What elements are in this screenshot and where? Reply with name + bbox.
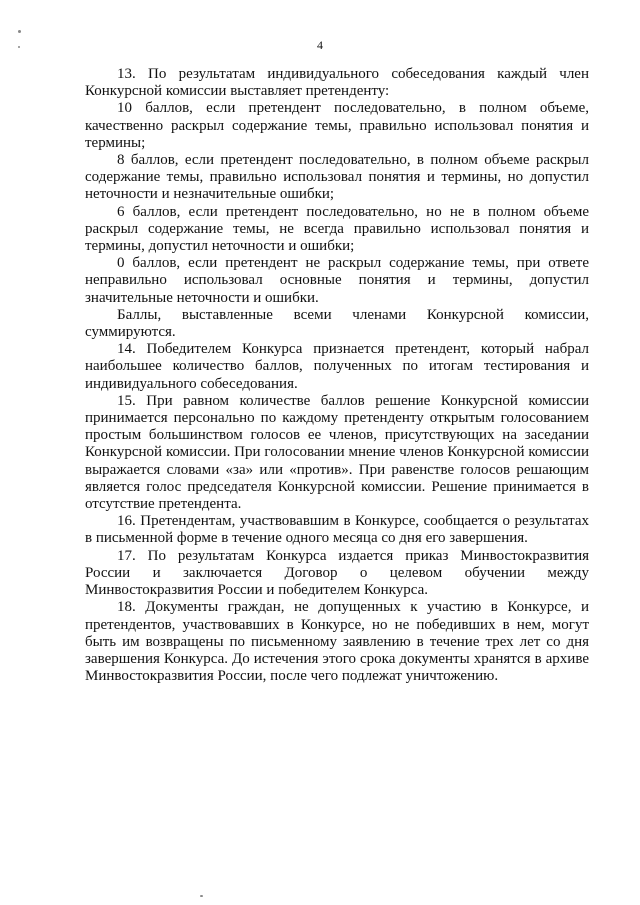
paragraph-15: 15. При равном количестве баллов решение Конкурсной комиссии принимается персонально по каждому претенденту открытым голосованием простым большинством голосов ее членов, присутствующих на заседании Конкурсной комиссии. При голосовании мнение членов Конкурсной комиссии выражается словами «за» или «против». При равенстве голосов решающим является голос председателя Конкурсной комиссии. Решение принимается в отсутствие претендента.: [85, 392, 589, 513]
paragraph-score-8: 8 баллов, если претендент последовательно, в полном объеме раскрыл содержание темы, правильно использовал понятия и термины, но допустил неточности и незначительные ошибки;: [85, 152, 589, 203]
paragraph-score-0: 0 баллов, если претендент не раскрыл содержание темы, при ответе неправильно использовал основные понятия и термины, допустил значительные неточности и ошибки.: [85, 255, 589, 306]
paragraph-13: 13. По результатам индивидуального собеседования каждый член Конкурсной комиссии выставляет претенденту:: [85, 66, 589, 100]
paragraph-14: 14. Победителем Конкурса признается претендент, который набрал наибольшее количество баллов, полученных по итогам тестирования и индивидуального собеседования.: [85, 341, 589, 392]
paragraph-scores-sum: Баллы, выставленные всеми членами Конкурсной комиссии, суммируются.: [85, 306, 589, 341]
paragraph-score-10: 10 баллов, если претендент последовательно, в полном объеме, качественно раскрыл содержание темы, правильно использовал понятия и термины;: [85, 100, 589, 151]
scan-speck: [200, 895, 203, 897]
document-body: [85, 66, 589, 685]
paragraph-16: 16. Претендентам, участвовавшим в Конкурсе, сообщается о результатах в письменной форме в течение одного месяца со дня его завершения.: [85, 513, 589, 547]
page-number: 4: [317, 38, 323, 52]
paragraph-17: 17. По результатам Конкурса издается приказ Минвостокразвития России и заключается Договор о целевом обучении между Минвостокразвития России и победителем Конкурса.: [85, 547, 589, 599]
paragraph-score-6: 6 баллов, если претендент последовательно, но не в полном объеме раскрыл содержание темы, не всегда правильно использовал понятия и термины, допустил неточности и ошибки;: [85, 203, 589, 255]
scan-speck: [18, 30, 21, 33]
paragraph-18: 18. Документы граждан, не допущенных к участию в Конкурсе, и претендентов, участвовавших в Конкурсе, но не победивших в нем, могут быть им возвращены по письменному заявлению в течение трех лет со дня завершения Конкурса. До истечения этого срока документы хранятся в архиве Минвостокразвития России, после чего подлежат уничтожению.: [85, 599, 589, 685]
